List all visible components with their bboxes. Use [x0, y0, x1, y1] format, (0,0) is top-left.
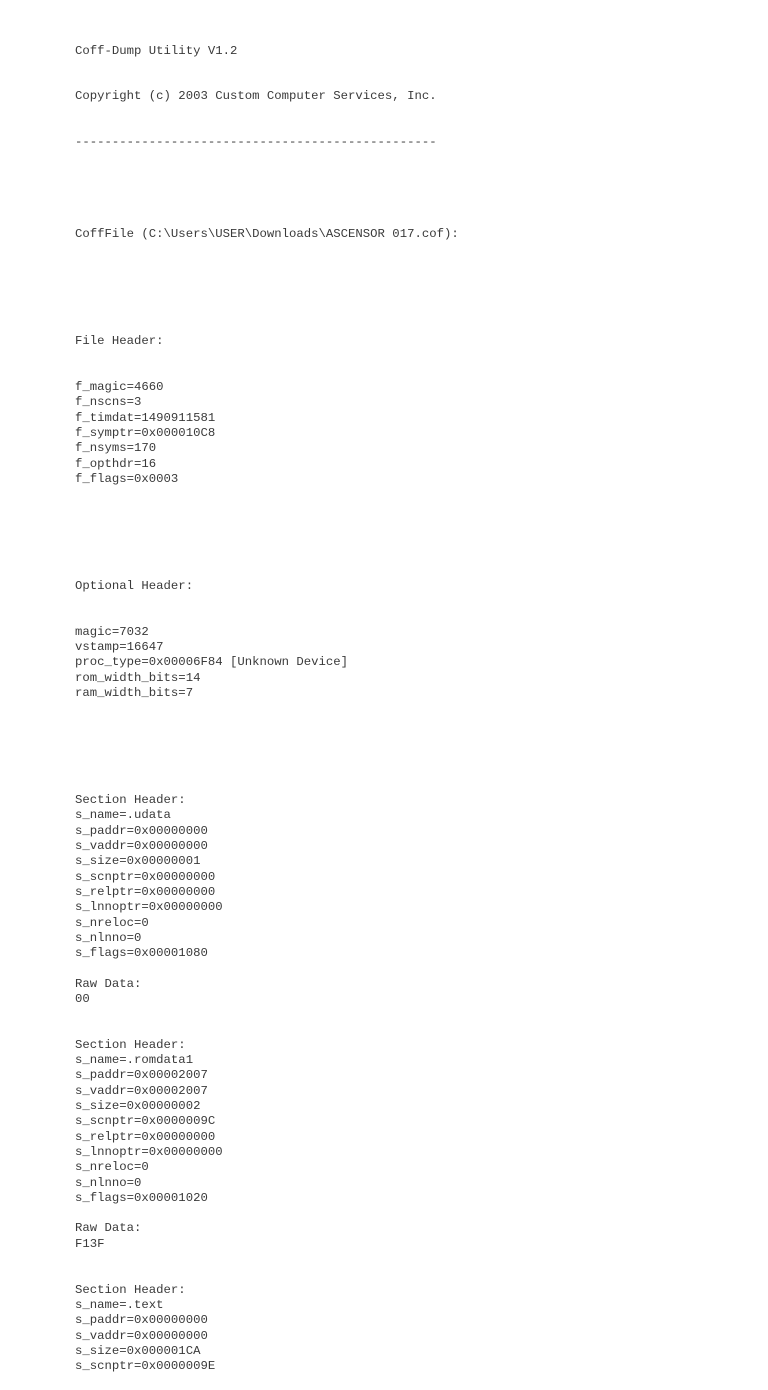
file-header-label: File Header: [75, 334, 164, 349]
section-header-field: s_scnptr=0x0000009E [75, 1359, 216, 1374]
blank-line [75, 732, 735, 747]
section-header-field: s_scnptr=0x00000000 [75, 869, 216, 884]
file-header-field: f_magic=4660 [75, 380, 164, 395]
blank-line [75, 961, 735, 976]
optional-header-field: ram_width_bits=7 [75, 686, 194, 701]
section-block [75, 793, 735, 1038]
optional-header-field: rom_width_bits=14 [75, 670, 201, 685]
section-header-field: s_size=0x000001CA [75, 1343, 201, 1358]
section-header-field: s_scnptr=0x0000009C [75, 1114, 216, 1129]
section-header-field: s_relptr=0x00000000 [75, 1129, 216, 1144]
file-header-field: f_flags=0x0003 [75, 471, 179, 486]
file-header-field: f_nsyms=170 [75, 441, 157, 456]
section-header-field: s_flags=0x00001020 [75, 1190, 208, 1205]
section-header-label: Section Header: [75, 1282, 186, 1297]
raw-data-label: Raw Data: [75, 1221, 142, 1236]
separator-line: ------------------------------------------------- [75, 135, 437, 150]
blank-line [75, 1206, 735, 1221]
section-header-field: s_vaddr=0x00002007 [75, 1083, 208, 1098]
blank-line [75, 181, 735, 196]
section-header-field: s_name=.udata [75, 808, 171, 823]
section-header-field: s_paddr=0x00000000 [75, 1313, 208, 1328]
raw-data-label: Raw Data: [75, 976, 142, 991]
raw-data-value: 00 [75, 992, 90, 1006]
blank-line [75, 518, 735, 533]
section-block [75, 1283, 735, 1375]
section-header-label: Section Header: [75, 1037, 186, 1052]
section-header-field: s_paddr=0x00002007 [75, 1068, 208, 1083]
section-header-field: s_size=0x00000001 [75, 854, 201, 869]
section-header-field: s_lnnoptr=0x00000000 [75, 1144, 223, 1159]
coff-file-path: CoffFile (C:\Users\USER\Downloads\ASCENSOR 017.cof): [75, 227, 459, 242]
raw-data-value: F13F [75, 1236, 105, 1251]
section-header-field: s_lnnoptr=0x00000000 [75, 900, 223, 915]
section-header-field: s_relptr=0x00000000 [75, 884, 216, 899]
section-header-field: s_flags=0x00001080 [75, 946, 208, 961]
optional-header-field: magic=7032 [75, 624, 149, 639]
section-header-field: s_nreloc=0 [75, 915, 149, 930]
utility-title: Coff-Dump Utility V1.2 [75, 43, 238, 58]
sections-container [75, 793, 735, 1374]
blank-line [75, 1267, 735, 1282]
copyright-line: Copyright (c) 2003 Custom Computer Services, Inc. [75, 89, 437, 104]
optional-header-field: proc_type=0x00006F84 [Unknown Device] [75, 655, 349, 670]
optional-header-label: Optional Header: [75, 578, 194, 593]
section-header-field: s_vaddr=0x00000000 [75, 1328, 208, 1343]
optional-header-fields [75, 625, 735, 701]
blank-line [75, 1023, 735, 1038]
section-header-field: s_nlnno=0 [75, 930, 142, 945]
blank-line [75, 1252, 735, 1267]
section-header-field: s_vaddr=0x00000000 [75, 839, 208, 854]
section-header-field: s_paddr=0x00000000 [75, 823, 208, 838]
optional-header-field: vstamp=16647 [75, 640, 164, 655]
file-header-fields [75, 380, 735, 487]
document-page [75, 13, 735, 1390]
section-block [75, 1038, 735, 1283]
file-header-field: f_symptr=0x000010C8 [75, 426, 216, 441]
section-header-field: s_name=.text [75, 1297, 164, 1312]
blank-line [75, 1007, 735, 1022]
file-header-field: f_timdat=1490911581 [75, 410, 216, 425]
file-header-field: f_nscns=3 [75, 395, 142, 410]
section-header-field: s_name=.romdata1 [75, 1053, 194, 1068]
section-header-label: Section Header: [75, 793, 186, 808]
section-header-field: s_nlnno=0 [75, 1175, 142, 1190]
section-header-field: s_size=0x00000002 [75, 1099, 201, 1114]
section-header-field: s_nreloc=0 [75, 1160, 149, 1175]
file-header-field: f_opthdr=16 [75, 456, 157, 471]
blank-line [75, 273, 735, 288]
